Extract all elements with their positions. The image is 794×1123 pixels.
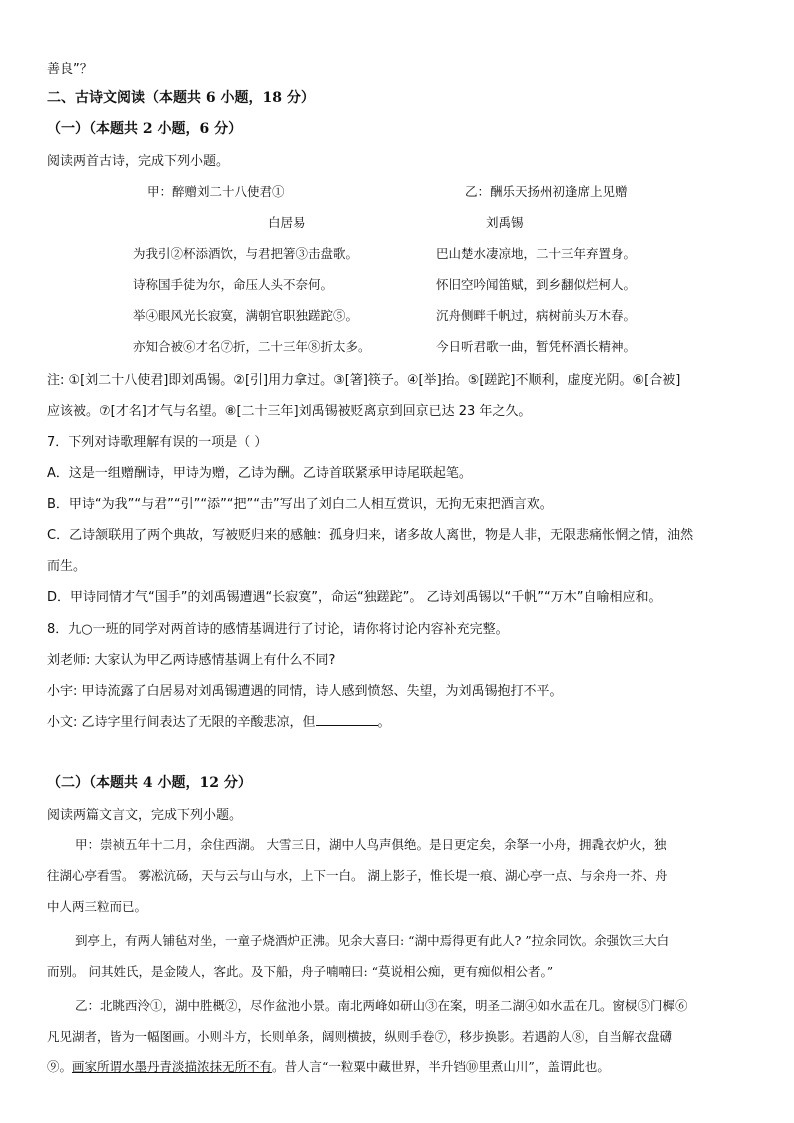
poem-a-author: 白居易 <box>268 215 306 230</box>
passage-jia-line: 中人两三粒而已。 <box>47 899 148 914</box>
answer-blank[interactable] <box>316 713 378 726</box>
passage-jia-line: 而别。 问其姓氏，是金陵人，客此。及下船，舟子喃喃曰: “莫说相公痴，更有痴似相公者。” <box>47 964 554 979</box>
xiaoyu-line: 小宇: 甲诗流露了白居易对刘禹锡遭遇的同情，诗人感到愤怒、失望，为刘禹锡抱打不平。 <box>47 684 563 699</box>
teacher-line: 刘老师: 大家认为甲乙两诗感情基调上有什么不同? <box>47 653 336 668</box>
poem-a-line: 为我引②杯添酒饮，与君把箸③击盘歌。 <box>133 246 359 261</box>
top-line: 善良”？ <box>47 62 93 77</box>
passage-yi-line: 乙：北眺西泠①，湖中胜概②，尽作盆池小景。南北两峰如研山③在案，明圣二湖④如水盂在几。窗棂⑤门樨⑥ <box>75 998 688 1013</box>
xiaowen-text: 小文: 乙诗字里行间表达了无限的辛酸悲凉，但 <box>47 715 316 730</box>
notes-line: 应该被。⑦[才名]才气与名望。⑧[二十三年]刘禹锡被贬离京到回京已达 23 年之久。 <box>47 404 532 419</box>
poem-a-line: 诗称国手徒为尔，命压人头不奈何。 <box>133 277 334 292</box>
passage-yi-line: 凡见湖者，皆为一幅图画。小则斗方，长则单条，阔则横披，纵则手卷⑦，移步换影。若遇韵人⑧，自当解衣盘礴 <box>47 1029 673 1044</box>
passage-jia-line: 甲：崇祯五年十二月，余住西湖。 大雪三日，湖中人鸟声俱绝。是日更定矣，余拏一小舟，拥毳衣炉火，独 <box>75 837 667 852</box>
xiaowen-end: 。 <box>377 715 391 730</box>
part1-title: （一）（本题共 2 小题，6 分） <box>47 121 243 137</box>
poem-a-title: 甲：醉赠刘二十八使君① <box>147 184 285 199</box>
poem-b-line: 巴山楚水凄凉地，二十三年弃置身。 <box>436 246 637 261</box>
passage-jia-line: 往湖心亭看雪。 雾凇沆砀，天与云与山与水，上下一白。 湖上影子，惟长堤一痕、湖心亭一点、与余舟一芥、舟 <box>47 868 668 883</box>
poem-b-line: 今日听君歌一曲，暂凭杯酒长精神。 <box>436 339 637 354</box>
part1-instruction: 阅读两首古诗，完成下列小题。 <box>47 154 230 169</box>
option-a: A．这是一组赠酬诗，甲诗为赠，乙诗为酬。乙诗首联紧承甲诗尾联起笔。 <box>47 466 472 481</box>
yi-text-end: 。昔人言“一粒粟中藏世界，半升铛⑩里煮山川”，盖谓此也。 <box>272 1059 610 1074</box>
poem-a-line: 亦知合被⑥才名⑦折，二十三年⑧折太多。 <box>133 339 371 354</box>
part2-instruction: 阅读两篇文言文，完成下列小题。 <box>47 808 243 823</box>
option-c-cont: 而生。 <box>47 559 87 574</box>
yi-text: ⑨。 <box>47 1059 73 1074</box>
question-7: 7．下列对诗歌理解有误的一项是（ ） <box>47 435 268 450</box>
part2-title: （二）（本题共 4 小题，12 分） <box>47 775 252 791</box>
option-d: D．甲诗同情才气“国手”的刘禹锡遭遇“长寂寞”，命运“独蹉跎”。 乙诗刘禹锡以“千帆”“万木”自喻相应和。 <box>47 590 662 605</box>
poem-b-line: 怀旧空吟闻笛赋，到乡翻似烂柯人。 <box>436 277 637 292</box>
poem-a-line: 举④眼风光长寂寞，满朝官职独蹉跎⑤。 <box>133 308 359 323</box>
passage-yi-line <box>47 1057 610 1075</box>
section-title: 二、古诗文阅读（本题共 6 小题，18 分） <box>47 90 315 106</box>
passage-jia-line: 到亭上，有两人铺毡对坐，一童子烧酒炉正沸。见余大喜曰: “湖中焉得更有此人? ”拉余同饮。余强饮三大白 <box>75 933 670 948</box>
poem-b-line: 沉舟侧畔千帆过，病树前头万木春。 <box>436 308 637 323</box>
poem-b-title: 乙：酬乐天扬州初逢席上见赠 <box>465 184 628 199</box>
underlined-sentence: 画家所谓水墨丹青淡描浓抹无所不有 <box>72 1059 273 1074</box>
xiaowen-line <box>47 711 391 730</box>
option-b: B．甲诗“为我”“与君”“引”“添”“把”“击”写出了刘白二人相互赏识，无拘无束把酒言欢。 <box>47 497 553 512</box>
poem-b-author: 刘禹锡 <box>486 215 524 230</box>
option-c: C．乙诗颔联用了两个典故，写被贬归来的感触：孤身归来，诸多故人离世，物是人非，无限悲痛怅惘之情，油然 <box>47 528 694 543</box>
notes-line: 注: ①[刘二十八使君]即刘禹锡。②[引]用力拿过。③[箸]筷子。④[举]抬。⑤[蹉跎]不顺利，虚度光阴。⑥[合被] <box>47 373 681 388</box>
question-8: 8．九○一班的同学对两首诗的感情基调进行了讨论，请你将讨论内容补充完整。 <box>47 622 509 637</box>
